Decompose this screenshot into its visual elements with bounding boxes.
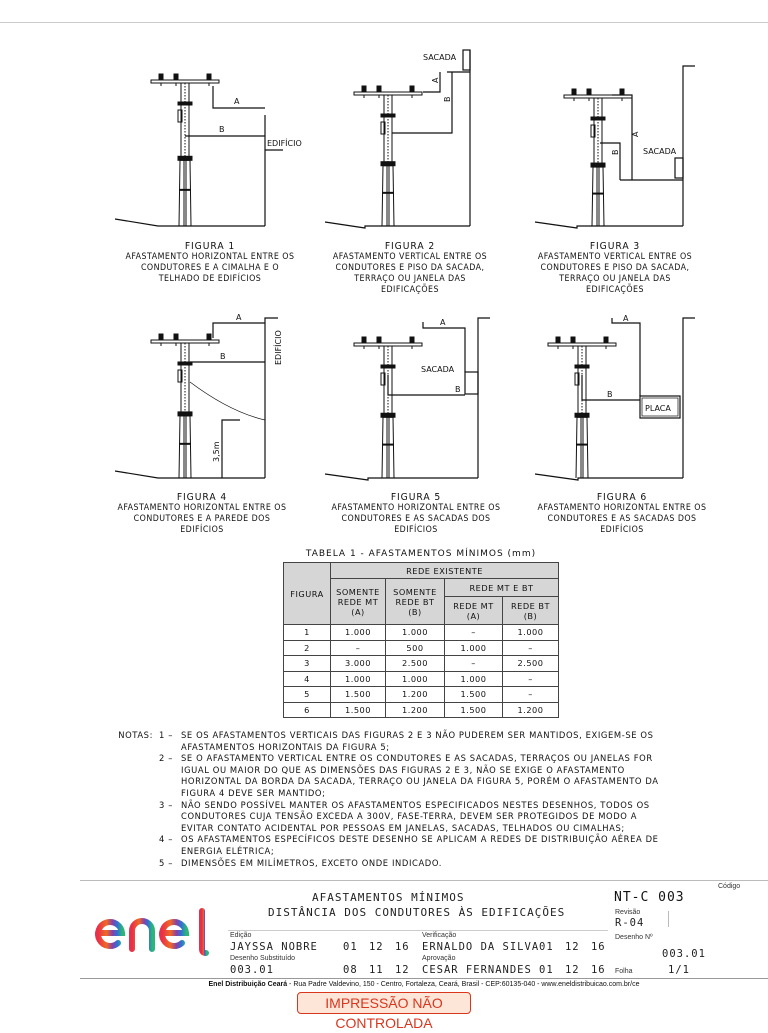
title-block-bottom-rule xyxy=(80,978,768,979)
pole-figure-6 xyxy=(548,337,616,478)
folha-label: Folha xyxy=(615,968,633,975)
table-cell: – xyxy=(503,640,559,656)
fig1-dim-a: A xyxy=(234,97,240,106)
figure-5-caption xyxy=(315,492,517,536)
header-rede-existente: REDE EXISTENTE xyxy=(331,563,559,579)
title-line-2: DISTÂNCIA DOS CONDUTORES ÀS EDIFICAÇÕES xyxy=(268,906,566,919)
note-label xyxy=(103,765,177,777)
table-cell: 1.500 xyxy=(445,687,503,703)
fig1-dim-b: B xyxy=(219,125,225,134)
table-cell: 1.200 xyxy=(503,702,559,718)
caption-line: EDIFICAÇÕES xyxy=(586,285,644,295)
note-label xyxy=(103,800,177,812)
header-line: SOMENTE xyxy=(336,586,380,597)
header-line: (A) xyxy=(351,606,365,617)
month: 12 xyxy=(564,941,580,953)
note-line xyxy=(103,742,703,754)
revisao-value: R-04 xyxy=(615,917,645,929)
fig2-dim-a: A xyxy=(431,77,440,83)
table-cell: 1 xyxy=(284,625,331,641)
fig2-balcony-label: SACADA xyxy=(423,53,457,62)
table-cell: 1.200 xyxy=(386,687,445,703)
edicao-date xyxy=(343,941,410,953)
table-title: TABELA 1 - AFASTAMENTOS MÍNIMOS (mm) xyxy=(305,549,537,559)
substituido-value: 003.01 xyxy=(230,964,274,976)
note-line xyxy=(103,765,703,777)
figure-4-caption xyxy=(101,492,303,536)
note-number: 4 – xyxy=(159,834,173,845)
verificacao-date xyxy=(539,941,606,953)
table-cell: 1.000 xyxy=(331,625,386,641)
day: 01 xyxy=(539,941,554,953)
caption-line: CONDUTORES E PISO DA SACADA, xyxy=(540,263,690,273)
notes xyxy=(103,730,703,869)
pole-figure-4 xyxy=(151,334,219,478)
year: 16 xyxy=(590,941,606,953)
table-cell: – xyxy=(503,671,559,687)
revisao-divider xyxy=(668,911,669,927)
day: 01 xyxy=(343,941,358,953)
note-text: HORIZONTAL DA BORDA DA SACADA, TERRAÇO OU JANELA DA FIGURA 5, PORÉM O AFASTAMENTO DA xyxy=(181,776,659,787)
table-row xyxy=(284,687,559,703)
table-cell: 1.000 xyxy=(445,640,503,656)
note-text: SE OS AFASTAMENTOS VERTICAIS DAS FIGURAS 2 E 3 NÃO PUDEREM SER MANTIDOS, EXIGEM-SE OS xyxy=(181,730,654,740)
note-label xyxy=(103,858,177,870)
month: 12 xyxy=(564,964,580,976)
verificacao-name: ERNALDO DA SILVA xyxy=(422,941,540,953)
table-cell: – xyxy=(445,625,503,641)
note-line xyxy=(103,823,703,835)
substituido-date xyxy=(343,964,410,976)
desenho-label: Desenho Nº xyxy=(615,934,653,941)
note-number: 3 – xyxy=(159,799,173,810)
revisao-label: Revisão xyxy=(615,909,641,916)
table-cell: 1.500 xyxy=(445,702,503,718)
note-line xyxy=(103,811,703,823)
figure-1-caption xyxy=(109,241,311,285)
header-line: (A) xyxy=(466,610,481,621)
caption-line: AFASTAMENTO HORIZONTAL ENTRE OS xyxy=(331,503,501,513)
note-text: OS AFASTAMENTOS ESPECÍFICOS DESTE DESENHO SE APLICAM A REDES DE DISTRIBUIÇÃO AÉREA DE xyxy=(181,834,659,845)
substituido-label: Desenho Substituído xyxy=(230,955,295,962)
title-line-1: AFASTAMENTOS MÍNIMOS xyxy=(312,891,465,904)
note-line xyxy=(103,858,703,870)
enel-logo xyxy=(92,905,220,957)
table-cell: 1.200 xyxy=(386,702,445,718)
note-line xyxy=(103,834,703,846)
desenho-value: 003.01 xyxy=(662,948,706,960)
address-text: - Rua Padre Valdevino, 150 - Centro, Fortaleza, Ceará, Brasil - CEP:60135-040 - www.eneldistribuicao.com.br/ce xyxy=(287,981,640,988)
figure-title: FIGURA 6 xyxy=(596,492,648,503)
note-number: 5 – xyxy=(159,857,173,868)
figure-title: FIGURA 3 xyxy=(589,241,641,252)
note-line xyxy=(103,730,703,742)
table-cell: 5 xyxy=(284,687,331,703)
month: 12 xyxy=(368,941,384,953)
fig3-dim-a: A xyxy=(631,131,640,137)
caption-line: AFASTAMENTO HORIZONTAL ENTRE OS xyxy=(117,503,287,513)
fig3-balcony-label: SACADA xyxy=(643,147,677,156)
table-row xyxy=(284,625,559,641)
fig6-sign-label: PLACA xyxy=(645,404,671,413)
fig1-building-label: EDIFÍCIO xyxy=(267,139,302,148)
note-line xyxy=(103,788,703,800)
caption-line: TELHADO DE EDIFÍCIOS xyxy=(158,274,262,284)
caption-line: EDIFÍCIOS xyxy=(600,525,644,535)
figure-title: FIGURA 2 xyxy=(384,241,436,252)
caption-line: CONDUTORES E PISO DA SACADA, xyxy=(335,263,485,273)
table-cell: 1.000 xyxy=(503,625,559,641)
aprovacao-label: Aprovação xyxy=(422,955,456,962)
fig4-dim-b: B xyxy=(220,352,226,361)
header-somente-bt xyxy=(386,579,445,625)
caption-line: CONDUTORES E A CIMALHA E O xyxy=(140,263,280,273)
fig5-dim-b: B xyxy=(455,385,461,394)
table-cell: 500 xyxy=(386,640,445,656)
note-label xyxy=(103,776,177,788)
caption-line: EDIFÍCIOS xyxy=(394,525,438,535)
table-cell: – xyxy=(331,640,386,656)
header-line: REDE MT xyxy=(337,596,379,607)
fig5-dim-a: A xyxy=(440,318,446,327)
company-name: Enel Distribuição Ceará xyxy=(208,981,288,988)
fig2-dim-b: B xyxy=(443,96,452,102)
caption-line: CONDUTORES E A PAREDE DOS xyxy=(133,514,271,524)
note-text: NÃO SENDO POSSÍVEL MANTER OS AFASTAMENTOS ESPECIFICADOS NESTES DESENHOS, TODOS OS xyxy=(181,799,650,810)
table-cell: 4 xyxy=(284,671,331,687)
uncontrolled-print-stamp: IMPRESSÃO NÃO CONTROLADA xyxy=(297,992,471,1014)
note-number: 1 – xyxy=(159,730,173,740)
note-text: FIGURA 4 DEVE SER MANTIDO; xyxy=(181,787,326,798)
header-bt xyxy=(503,597,559,625)
table-cell: 3.000 xyxy=(331,656,386,672)
caption-line: AFASTAMENTO VERTICAL ENTRE OS xyxy=(332,252,488,262)
note-label xyxy=(103,730,177,742)
fig6-dim-a: A xyxy=(623,314,629,323)
figure-6-caption xyxy=(521,492,723,536)
pole-figure-3 xyxy=(564,89,632,226)
table-cell: – xyxy=(503,687,559,703)
note-text: EVITAR CONTATO ACIDENTAL POR PESSOAS EM JANELAS, SACADAS, TELHADOS OU CIMALHAS; xyxy=(181,822,625,833)
note-text: DIMENSÕES EM MILÍMETROS, EXCETO ONDE INDICADO. xyxy=(181,857,442,868)
table-cell: 1.500 xyxy=(331,702,386,718)
pole-figure-5 xyxy=(354,337,422,478)
table-cell: 1.000 xyxy=(386,671,445,687)
note-text: SE O AFASTAMENTO VERTICAL ENTRE OS CONDUTORES E AS SACADAS, TERRAÇOS OU JANELAS FOR xyxy=(181,753,653,764)
verificacao-label: Verificação xyxy=(422,932,457,939)
year: 12 xyxy=(394,964,410,976)
month: 11 xyxy=(368,964,384,976)
figure-2-drawing xyxy=(325,50,470,228)
header-mt-e-bt: REDE MT E BT xyxy=(445,579,559,597)
caption-line: AFASTAMENTO HORIZONTAL ENTRE OS xyxy=(537,503,707,513)
fig4-dim-a: A xyxy=(236,313,242,322)
caption-line: EDIFICAÇÕES xyxy=(381,285,439,295)
figure-title: FIGURA 5 xyxy=(390,492,442,503)
table-cell: 1.000 xyxy=(386,625,445,641)
note-line xyxy=(103,846,703,858)
folha-value: 1/1 xyxy=(668,964,690,976)
table-row xyxy=(284,656,559,672)
table-cell: 2.500 xyxy=(386,656,445,672)
year: 16 xyxy=(394,941,410,953)
header-line: SOMENTE xyxy=(393,586,437,597)
table-cell: 2 xyxy=(284,640,331,656)
pole-figure-2 xyxy=(354,86,422,226)
pole-figure-1 xyxy=(151,74,219,226)
note-line xyxy=(103,776,703,788)
header-line: REDE BT xyxy=(510,600,551,611)
note-label xyxy=(103,823,177,835)
fig4-height-label: 3,5m xyxy=(212,441,221,462)
aprovacao-date xyxy=(539,964,606,976)
note-line xyxy=(103,800,703,812)
figure-4-drawing xyxy=(115,318,278,478)
header-line: (B) xyxy=(523,610,538,621)
caption-line: EDIFÍCIOS xyxy=(180,525,224,535)
aprovacao-name: CESAR FERNANDES xyxy=(422,964,532,976)
note-text: AFASTAMENTOS HORIZONTAIS DA FIGURA 5; xyxy=(181,741,390,752)
table-row xyxy=(284,640,559,656)
fig6-dim-b: B xyxy=(607,390,613,399)
fig3-dim-b: B xyxy=(611,149,620,155)
header-line: REDE BT xyxy=(395,596,435,607)
note-label xyxy=(103,753,177,765)
header-mt xyxy=(445,597,503,625)
table-cell: 2.500 xyxy=(503,656,559,672)
figure-3-caption xyxy=(514,241,716,296)
notes-label: NOTAS: xyxy=(118,730,154,740)
note-label xyxy=(103,811,177,823)
table-cell: 1.000 xyxy=(331,671,386,687)
header-line: REDE MT xyxy=(453,600,494,611)
figure-title: FIGURA 4 xyxy=(176,492,228,503)
note-text: IGUAL OU MAIOR DO QUE AS DIMENSÕES DAS FIGURAS 2 E 3, NÃO SE EXIGE O AFASTAMENTO xyxy=(181,764,625,775)
caption-line: TERRAÇO OU JANELA DAS xyxy=(559,274,671,284)
header-figura: FIGURA xyxy=(284,563,331,625)
title-block-mid-rule xyxy=(228,930,608,931)
caption-line: AFASTAMENTO HORIZONTAL ENTRE OS xyxy=(125,252,295,262)
table-row xyxy=(284,671,559,687)
table-cell: – xyxy=(445,656,503,672)
note-label xyxy=(103,742,177,754)
note-text: ENERGIA ELÉTRICA; xyxy=(181,845,275,856)
figure-title: FIGURA 1 xyxy=(184,241,236,252)
caption-line: AFASTAMENTO VERTICAL ENTRE OS xyxy=(537,252,693,262)
caption-line: CONDUTORES E AS SACADAS DOS xyxy=(341,514,491,524)
table-row xyxy=(284,702,559,718)
note-label xyxy=(103,846,177,858)
edicao-name: JAYSSA NOBRE xyxy=(230,941,318,953)
note-label xyxy=(103,834,177,846)
header-somente-mt xyxy=(331,579,386,625)
caption-line: TERRAÇO OU JANELA DAS xyxy=(354,274,466,284)
fig4-building-label: EDIFÍCIO xyxy=(274,330,283,365)
caption-line: CONDUTORES E AS SACADAS DOS xyxy=(547,514,697,524)
figure-2-caption xyxy=(309,241,511,296)
edicao-label: Edição xyxy=(230,932,252,939)
table-cell: 1.500 xyxy=(331,687,386,703)
figure-5-drawing xyxy=(325,318,490,480)
header-line: (B) xyxy=(408,606,422,617)
footer-address xyxy=(80,981,768,988)
year: 16 xyxy=(590,964,606,976)
clearance-table xyxy=(283,562,559,718)
note-label xyxy=(103,788,177,800)
fig5-balcony-label: SACADA xyxy=(421,365,455,374)
codigo-value: NT-C 003 xyxy=(614,890,685,905)
note-text: CONDUTORES CUJA TENSÃO EXCEDA A 300V, FASE-TERRA, DEVEM SER PROTEGIDOS DE MODO A xyxy=(181,811,638,822)
day: 08 xyxy=(343,964,358,976)
codigo-label: Código xyxy=(718,883,741,890)
table-cell: 3 xyxy=(284,656,331,672)
day: 01 xyxy=(539,964,554,976)
note-number: 2 – xyxy=(159,753,173,764)
table-cell: 6 xyxy=(284,702,331,718)
figure-1-drawing xyxy=(115,86,283,226)
table-cell: 1.000 xyxy=(445,671,503,687)
title-block-top-rule xyxy=(80,880,768,881)
note-line xyxy=(103,753,703,765)
